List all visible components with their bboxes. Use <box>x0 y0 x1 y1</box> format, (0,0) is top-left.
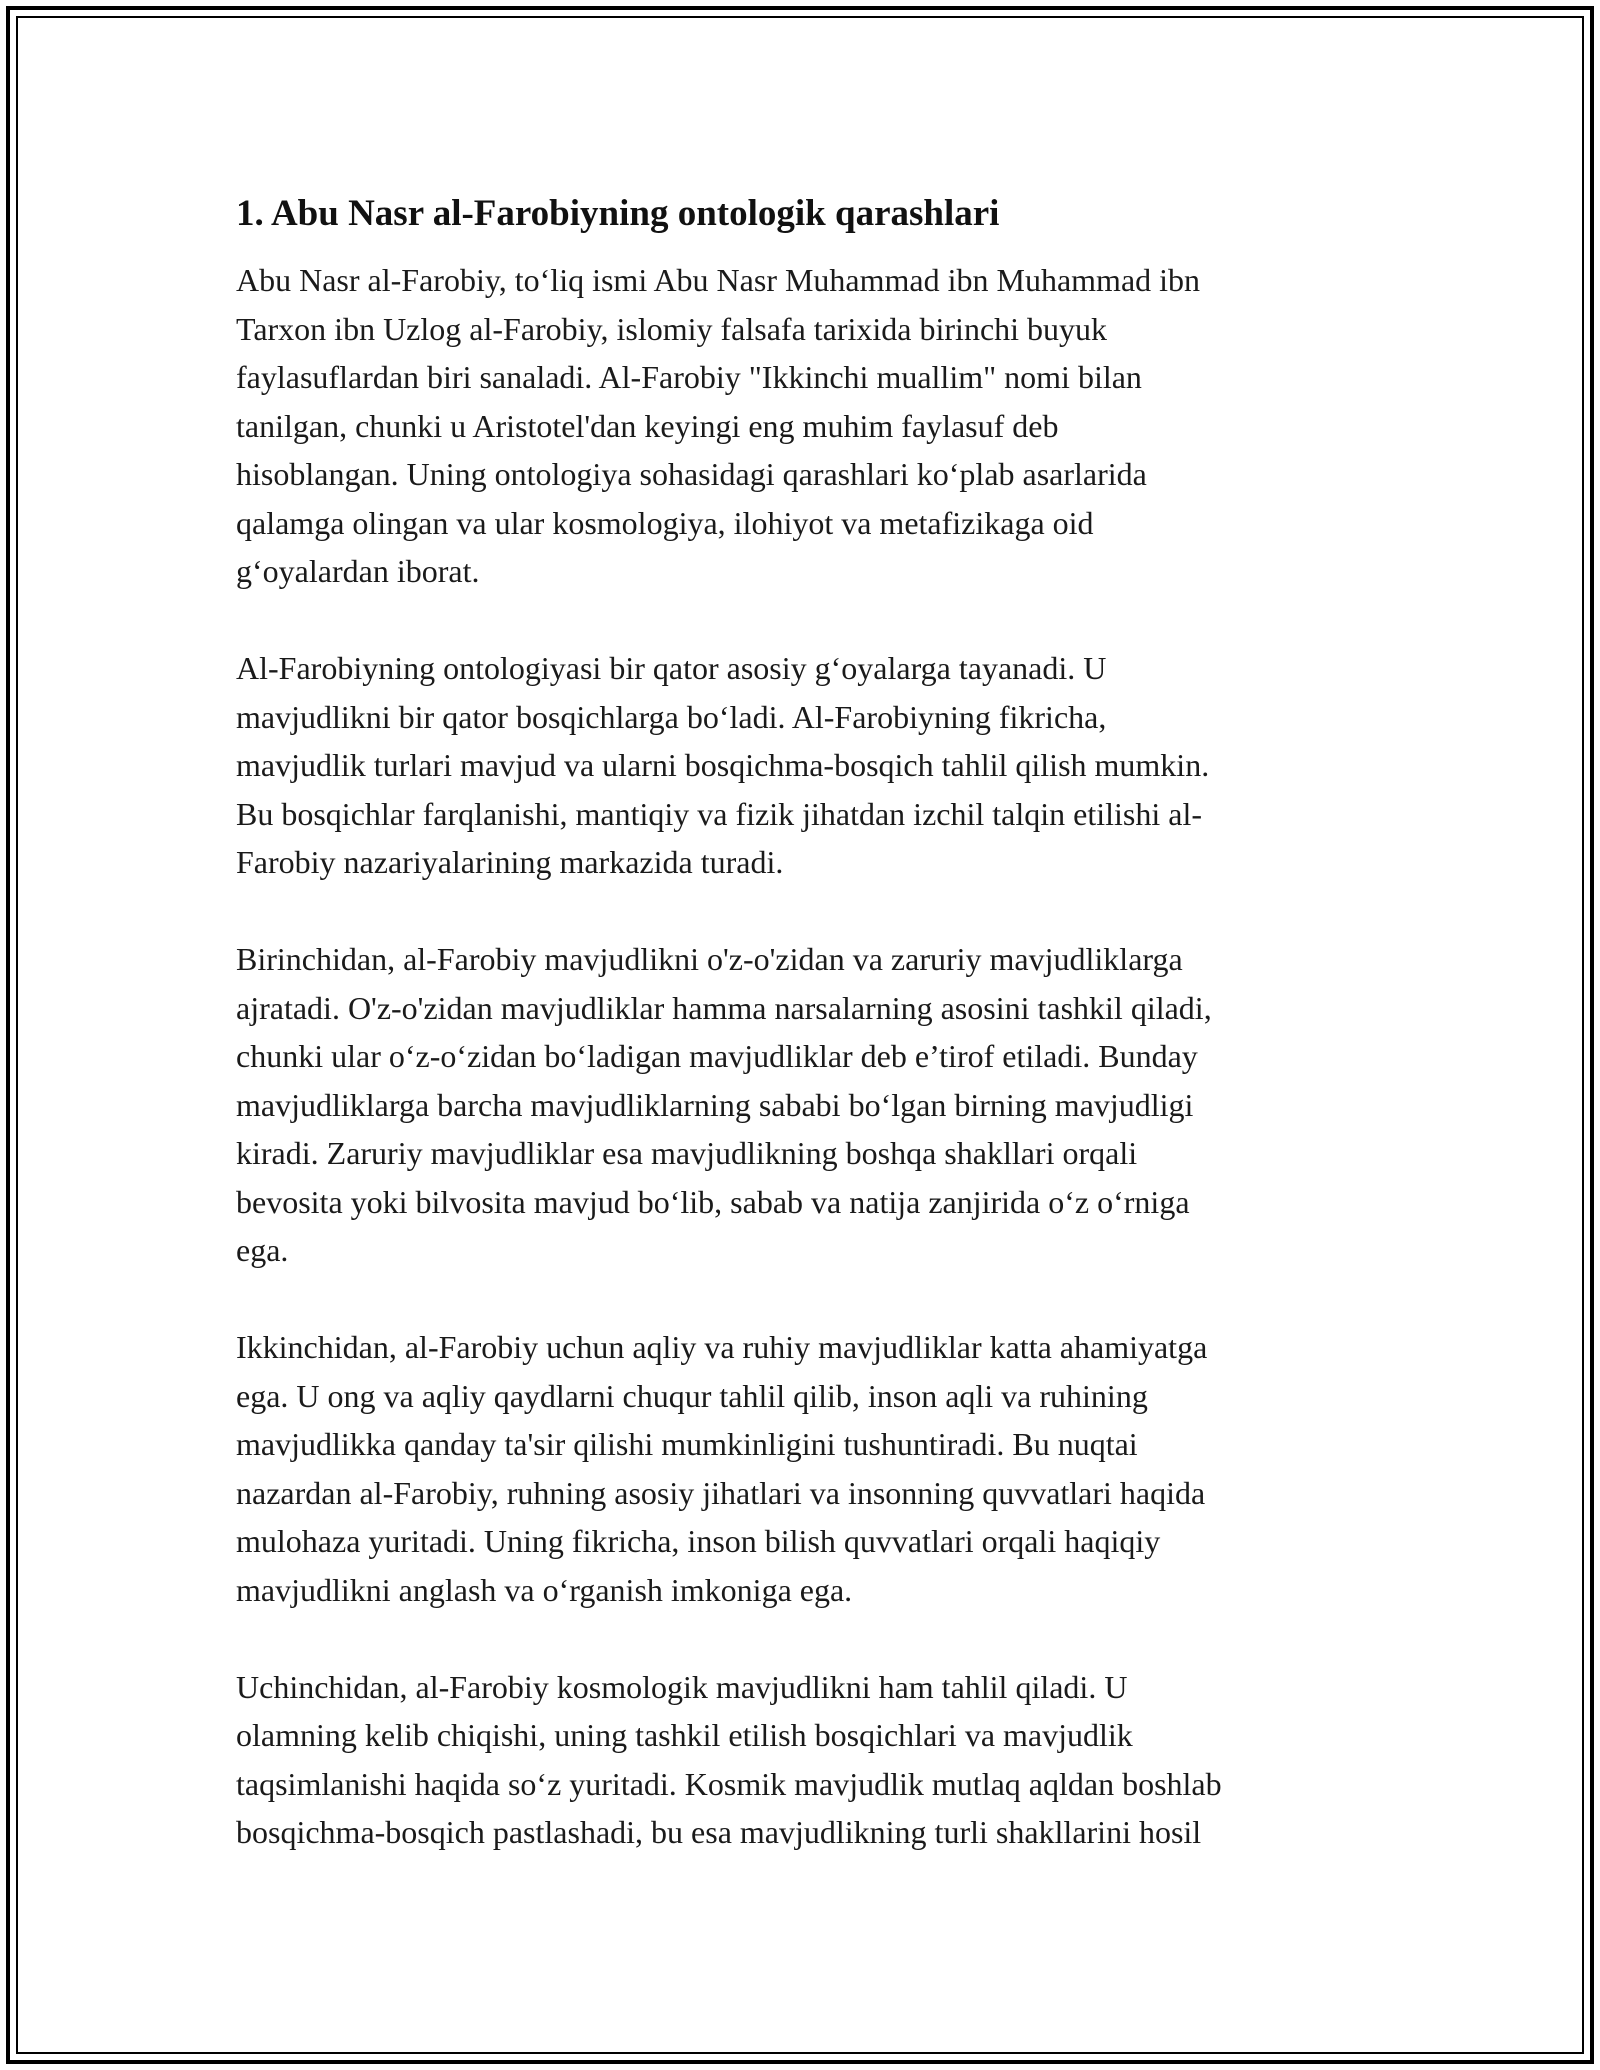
paragraph-line: ega. U ong va aqliy qaydlarni chuqur tahlil qilib, inson aqli va ruhining <box>236 1377 1148 1414</box>
paragraph-1 <box>236 256 1386 596</box>
paragraph-line: mulohaza yuritadi. Uning fikricha, inson bilish quvvatlari orqali haqiqiy <box>236 1523 1161 1559</box>
document-body <box>236 188 1386 1905</box>
paragraph-3 <box>236 935 1386 1275</box>
paragraph-line: taqsimlanishi haqida so‘z yuritadi. Kosmik mavjudlik mutlaq aqldan boshlab <box>236 1765 1222 1802</box>
paragraph-line: hisoblangan. Uning ontologiya sohasidagi qarashlari ko‘plab asarlarida <box>236 456 1147 492</box>
paragraph-line: olamning kelib chiqishi, uning tashkil etilish bosqichlari va mavjudlik <box>236 1717 1133 1753</box>
paragraph-line: ajratadi. O'z-o'zidan mavjudliklar hamma narsalarning asosini tashkil qiladi, <box>236 989 1212 1026</box>
paragraph-line: Al-Farobiyning ontologiyasi bir qator asosiy g‘oyalarga tayanadi. U <box>236 650 1107 686</box>
paragraph-line: Uchinchidan, al-Farobiy kosmologik mavjudlikni ham tahlil qiladi. U <box>236 1668 1128 1705</box>
paragraph-5 <box>236 1663 1386 1857</box>
paragraph-line: chunki ular o‘z-o‘zidan bo‘ladigan mavjudliklar deb e’tirof etiladi. Bunday <box>236 1038 1198 1074</box>
paragraph-line: mavjudlikka qanday ta'sir qilishi mumkinligini tushuntiradi. Bu nuqtai <box>236 1426 1138 1462</box>
paragraph-line: Abu Nasr al-Farobiy, to‘liq ismi Abu Nasr Muhammad ibn Muhammad ibn <box>236 262 1201 298</box>
paragraph-4 <box>236 1323 1386 1614</box>
paragraph-line: bevosita yoki bilvosita mavjud bo‘lib, sabab va natija zanjirida o‘z o‘rniga <box>236 1183 1190 1220</box>
paragraph-2 <box>236 644 1386 887</box>
paragraph-line: Tarxon ibn Uzlog al-Farobiy, islomiy falsafa tarixida birinchi buyuk <box>236 310 1108 347</box>
paragraph-line: mavjudliklarga barcha mavjudliklarning sababi bo‘lgan birning mavjudligi <box>236 1086 1194 1123</box>
paragraph-line: tanilgan, chunki u Aristotel'dan keyingi eng muhim faylasuf deb <box>236 407 1059 444</box>
paragraph-line: Bu bosqichlar farqlanishi, mantiqiy va fizik jihatdan izchil talqin etilishi al- <box>236 795 1202 832</box>
paragraph-line: ega. <box>236 1232 289 1268</box>
paragraph-line: mavjudlikni anglash va o‘rganish imkoniga ega. <box>236 1571 853 1608</box>
paragraph-line: faylasuflardan biri sanaladi. Al-Farobiy "Ikkinchi muallim" nomi bilan <box>236 359 1142 395</box>
section-heading: 1. Abu Nasr al-Farobiyning ontologik qarashlari <box>236 193 1000 234</box>
paragraph-line: nazardan al-Farobiy, ruhning asosiy jihatlari va insonning quvvatlari haqida <box>236 1474 1206 1511</box>
paragraph-line: Farobiy nazariyalarining markazida turadi. <box>236 844 784 880</box>
paragraph-line: kiradi. Zaruriy mavjudliklar esa mavjudlikning boshqa shakllari orqali <box>236 1135 1138 1171</box>
paragraph-line: bosqichma-bosqich pastlashadi, bu esa mavjudlikning turli shakllarini hosil <box>236 1814 1202 1850</box>
paragraph-line: Ikkinchidan, al-Farobiy uchun aqliy va ruhiy mavjudliklar katta ahamiyatga <box>236 1329 1208 1365</box>
paragraph-line: mavjudlikni bir qator bosqichlarga bo‘ladi. Al-Farobiyning fikricha, <box>236 698 1107 735</box>
paragraph-line: qalamga olingan va ular kosmologiya, ilohiyot va metafizikaga oid <box>236 504 1094 541</box>
paragraph-line: mavjudlik turlari mavjud va ularni bosqichma-bosqich tahlil qilish mumkin. <box>236 747 1210 783</box>
paragraph-line: g‘oyalardan iborat. <box>236 553 480 589</box>
paragraph-line: Birinchidan, al-Farobiy mavjudlikni o'z-o'zidan va zaruriy mavjudliklarga <box>236 941 1183 977</box>
